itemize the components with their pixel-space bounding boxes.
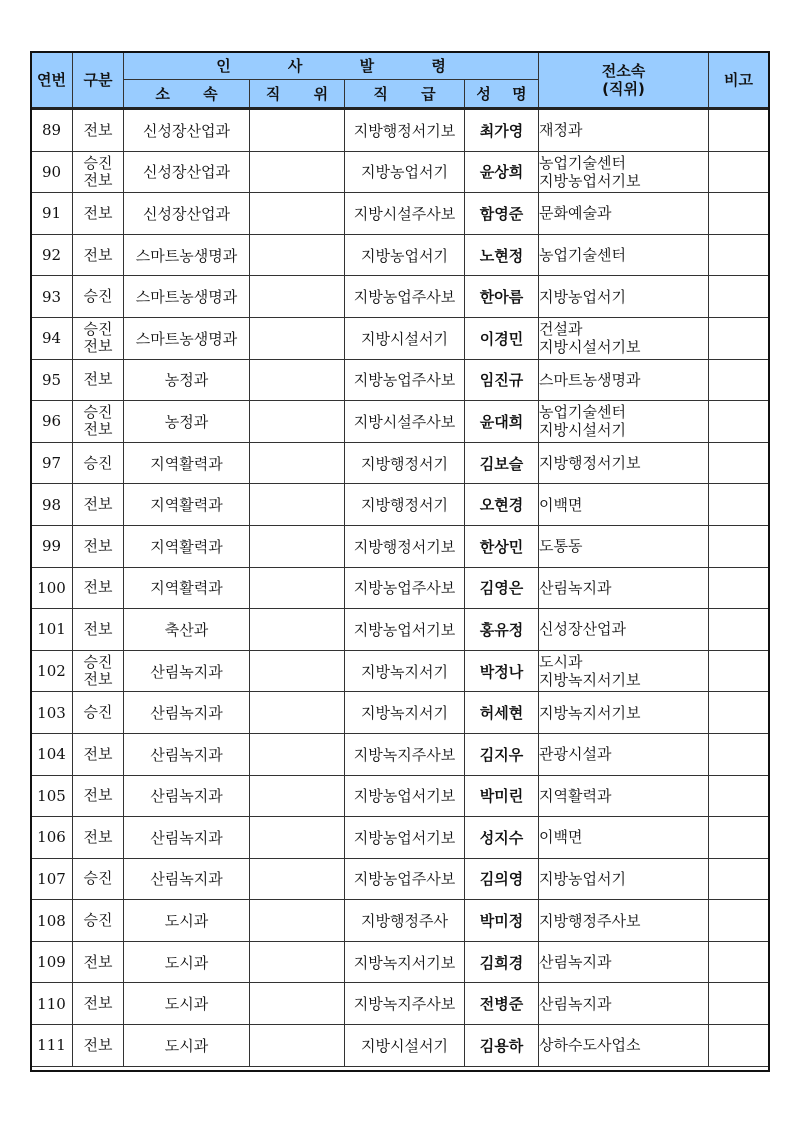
row-grade: 지방녹지서기 xyxy=(345,692,465,734)
row-position xyxy=(250,484,345,526)
row-prev-line: 지방시설서기보 xyxy=(539,338,641,357)
row-prev-line: 건설과 xyxy=(539,320,583,339)
row-position xyxy=(250,401,345,443)
table-row xyxy=(31,858,769,900)
row-prev-line: 지방농업서기 xyxy=(539,869,626,888)
row-note xyxy=(709,733,769,775)
row-note xyxy=(709,525,769,567)
row-position xyxy=(250,858,345,900)
row-dept: 신성장산업과 xyxy=(124,193,250,235)
row-grade: 지방농업주사보 xyxy=(345,359,465,401)
row-type xyxy=(73,484,124,526)
row-prev-line: 농업기술센터 xyxy=(539,153,626,172)
row-prev-dept xyxy=(539,442,709,484)
row-prev-dept xyxy=(539,733,709,775)
row-grade: 지방행정서기 xyxy=(345,442,465,484)
row-position xyxy=(250,567,345,609)
row-grade: 지방행정주사 xyxy=(345,900,465,942)
header-type: 구분 xyxy=(73,52,124,109)
header-name xyxy=(465,80,539,109)
row-prev-dept xyxy=(539,817,709,859)
row-type xyxy=(73,276,124,318)
row-note xyxy=(709,484,769,526)
row-prev-dept xyxy=(539,525,709,567)
row-number: 90 xyxy=(31,151,73,193)
row-type-line: 전보 xyxy=(83,827,113,846)
row-prev-dept xyxy=(539,650,709,692)
row-type-line: 전보 xyxy=(83,370,113,389)
row-type-line: 전보 xyxy=(83,619,113,638)
row-prev-dept xyxy=(539,692,709,734)
row-number: 106 xyxy=(31,817,73,859)
row-grade: 지방녹지서기 xyxy=(345,650,465,692)
row-dept: 지역활력과 xyxy=(124,442,250,484)
row-grade: 지방시설주사보 xyxy=(345,193,465,235)
row-number: 97 xyxy=(31,442,73,484)
row-prev-line: 문화예술과 xyxy=(539,204,612,223)
row-type-line: 전보 xyxy=(83,670,113,689)
row-type xyxy=(73,317,124,359)
row-prev-line: 산림녹지과 xyxy=(539,578,612,597)
row-type xyxy=(73,983,124,1025)
row-dept: 스마트농생명과 xyxy=(124,276,250,318)
row-name: 최가영 xyxy=(465,109,539,152)
row-prev-dept xyxy=(539,900,709,942)
row-position xyxy=(250,151,345,193)
row-note xyxy=(709,193,769,235)
row-number: 107 xyxy=(31,858,73,900)
row-prev-line: 지역활력과 xyxy=(539,786,612,805)
row-name: 한상민 xyxy=(465,525,539,567)
row-number: 91 xyxy=(31,193,73,235)
row-name: 김영은 xyxy=(465,567,539,609)
row-type-line: 승진 xyxy=(83,869,113,888)
header-grade-label: 직 급 xyxy=(373,85,450,103)
row-type-line: 승진 xyxy=(83,153,113,172)
row-type xyxy=(73,1025,124,1067)
row-prev-line: 이백면 xyxy=(539,828,583,847)
row-type-line: 전보 xyxy=(83,203,113,222)
row-prev-line: 지방녹지서기보 xyxy=(539,671,641,690)
row-prev-line: 관광시설과 xyxy=(539,745,612,764)
table-row xyxy=(31,276,769,318)
header-prev-dept xyxy=(539,52,709,109)
row-grade: 지방농업서기보 xyxy=(345,817,465,859)
row-name: 홍유정 xyxy=(465,609,539,651)
row-name: 김용하 xyxy=(465,1025,539,1067)
table-row xyxy=(31,151,769,193)
row-dept: 도시과 xyxy=(124,941,250,983)
row-name: 이경민 xyxy=(465,317,539,359)
table-row xyxy=(31,1025,769,1067)
row-number: 99 xyxy=(31,525,73,567)
row-type xyxy=(73,733,124,775)
header-position xyxy=(250,80,345,109)
table-row xyxy=(31,525,769,567)
row-number: 103 xyxy=(31,692,73,734)
row-note xyxy=(709,817,769,859)
row-type xyxy=(73,234,124,276)
row-type xyxy=(73,817,124,859)
row-type-line: 전보 xyxy=(83,420,113,439)
row-dept: 산림녹지과 xyxy=(124,650,250,692)
row-grade: 지방행정서기보 xyxy=(345,109,465,152)
row-number: 104 xyxy=(31,733,73,775)
table-row xyxy=(31,900,769,942)
row-prev-dept xyxy=(539,775,709,817)
row-note xyxy=(709,234,769,276)
row-position xyxy=(250,775,345,817)
row-name: 노현정 xyxy=(465,234,539,276)
row-grade: 지방시설주사보 xyxy=(345,401,465,443)
header-prev-line1: 전소속 xyxy=(601,61,646,80)
row-grade: 지방시설서기 xyxy=(345,317,465,359)
table-row xyxy=(31,567,769,609)
row-note xyxy=(709,650,769,692)
row-dept: 스마트농생명과 xyxy=(124,234,250,276)
row-position xyxy=(250,692,345,734)
row-note xyxy=(709,276,769,318)
row-position xyxy=(250,941,345,983)
row-number: 109 xyxy=(31,941,73,983)
row-dept: 농정과 xyxy=(124,359,250,401)
row-name: 오현경 xyxy=(465,484,539,526)
row-note xyxy=(709,858,769,900)
row-position xyxy=(250,900,345,942)
row-position xyxy=(250,193,345,235)
row-grade: 지방농업서기보 xyxy=(345,609,465,651)
header-appointment xyxy=(124,52,539,80)
row-prev-dept xyxy=(539,484,709,526)
row-dept: 지역활력과 xyxy=(124,525,250,567)
row-grade: 지방농업주사보 xyxy=(345,276,465,318)
row-note xyxy=(709,567,769,609)
row-type-line: 승진 xyxy=(83,453,113,472)
row-type xyxy=(73,442,124,484)
row-number: 110 xyxy=(31,983,73,1025)
row-name: 한아름 xyxy=(465,276,539,318)
row-position xyxy=(250,733,345,775)
row-grade: 지방시설서기 xyxy=(345,1025,465,1067)
row-position xyxy=(250,525,345,567)
header-note: 비고 xyxy=(709,52,769,109)
row-type xyxy=(73,858,124,900)
row-position xyxy=(250,442,345,484)
row-number: 100 xyxy=(31,567,73,609)
header-dept-label: 소 속 xyxy=(155,85,232,103)
row-number: 108 xyxy=(31,900,73,942)
row-number: 96 xyxy=(31,401,73,443)
row-number: 89 xyxy=(31,109,73,152)
row-dept: 산림녹지과 xyxy=(124,858,250,900)
row-grade: 지방녹지서기보 xyxy=(345,941,465,983)
table-row xyxy=(31,983,769,1025)
header-grade xyxy=(345,80,465,109)
row-prev-dept xyxy=(539,276,709,318)
row-type xyxy=(73,609,124,651)
table-row xyxy=(31,234,769,276)
row-grade: 지방녹지주사보 xyxy=(345,983,465,1025)
row-type xyxy=(73,359,124,401)
row-type-line: 승진 xyxy=(83,911,113,930)
row-dept: 산림녹지과 xyxy=(124,733,250,775)
row-name: 김보슬 xyxy=(465,442,539,484)
row-prev-dept xyxy=(539,151,709,193)
row-prev-line: 이백면 xyxy=(539,495,583,514)
header-appointment-label: 인 사 발 령 xyxy=(216,57,472,75)
row-type-line: 전보 xyxy=(83,744,113,763)
row-note xyxy=(709,151,769,193)
row-prev-line: 지방시설서기 xyxy=(539,421,626,440)
row-name: 함영준 xyxy=(465,193,539,235)
row-number: 111 xyxy=(31,1025,73,1067)
row-type-line: 전보 xyxy=(83,952,113,971)
row-number: 98 xyxy=(31,484,73,526)
row-prev-line: 재정과 xyxy=(539,121,583,140)
row-dept: 신성장산업과 xyxy=(124,151,250,193)
row-dept: 농정과 xyxy=(124,401,250,443)
row-grade: 지방행정서기 xyxy=(345,484,465,526)
row-name: 윤상희 xyxy=(465,151,539,193)
row-dept: 산림녹지과 xyxy=(124,817,250,859)
row-position xyxy=(250,983,345,1025)
row-position xyxy=(250,817,345,859)
row-type-line: 승진 xyxy=(83,653,113,672)
row-type-line: 전보 xyxy=(83,120,113,139)
table-row xyxy=(31,733,769,775)
table-row xyxy=(31,484,769,526)
row-dept: 도시과 xyxy=(124,1025,250,1067)
row-name: 김의영 xyxy=(465,858,539,900)
row-note xyxy=(709,359,769,401)
row-prev-dept xyxy=(539,609,709,651)
row-note xyxy=(709,109,769,152)
header-position-label: 직 위 xyxy=(265,85,343,103)
row-position xyxy=(250,317,345,359)
row-type-line: 승진 xyxy=(83,287,113,306)
row-prev-dept xyxy=(539,1025,709,1067)
row-dept: 스마트농생명과 xyxy=(124,317,250,359)
row-prev-line: 산림녹지과 xyxy=(539,953,612,972)
table-row xyxy=(31,692,769,734)
row-type-line: 승진 xyxy=(83,403,113,422)
row-type xyxy=(73,941,124,983)
row-prev-line: 스마트농생명과 xyxy=(539,370,641,389)
row-prev-dept xyxy=(539,401,709,443)
row-prev-line: 도시과 xyxy=(539,653,583,672)
row-name: 박미정 xyxy=(465,900,539,942)
row-prev-line: 도통동 xyxy=(539,537,583,556)
row-note xyxy=(709,983,769,1025)
table-row xyxy=(31,650,769,692)
row-note xyxy=(709,401,769,443)
row-type xyxy=(73,193,124,235)
row-prev-line: 지방행정주사보 xyxy=(539,911,641,930)
row-prev-dept xyxy=(539,858,709,900)
table-row xyxy=(31,401,769,443)
row-name: 임진규 xyxy=(465,359,539,401)
row-prev-dept xyxy=(539,359,709,401)
row-dept: 지역활력과 xyxy=(124,567,250,609)
row-position xyxy=(250,109,345,152)
row-type xyxy=(73,525,124,567)
row-prev-dept xyxy=(539,317,709,359)
row-dept: 도시과 xyxy=(124,983,250,1025)
row-type xyxy=(73,401,124,443)
header-prev-line2: (직위) xyxy=(602,79,645,98)
row-grade: 지방농업주사보 xyxy=(345,858,465,900)
row-type-line: 승진 xyxy=(83,703,113,722)
row-note xyxy=(709,1025,769,1067)
row-position xyxy=(250,359,345,401)
row-note xyxy=(709,317,769,359)
row-name: 박미린 xyxy=(465,775,539,817)
table-row xyxy=(31,317,769,359)
table-row xyxy=(31,359,769,401)
row-note xyxy=(709,941,769,983)
row-grade: 지방농업서기 xyxy=(345,234,465,276)
row-type-line: 전보 xyxy=(83,994,113,1013)
row-prev-line: 농업기술센터 xyxy=(539,246,626,265)
row-grade: 지방행정서기보 xyxy=(345,525,465,567)
header-seq: 연번 xyxy=(31,52,73,109)
row-type xyxy=(73,692,124,734)
header-name-label: 성 명 xyxy=(476,85,535,103)
table-row xyxy=(31,941,769,983)
personnel-appointment-table xyxy=(30,51,769,1067)
table-row xyxy=(31,442,769,484)
table-body xyxy=(31,109,769,1067)
row-type xyxy=(73,109,124,152)
row-dept: 신성장산업과 xyxy=(124,109,250,152)
row-prev-dept xyxy=(539,193,709,235)
row-grade: 지방농업서기 xyxy=(345,151,465,193)
row-note xyxy=(709,900,769,942)
row-number: 102 xyxy=(31,650,73,692)
row-type-line: 전보 xyxy=(83,495,113,514)
row-position xyxy=(250,276,345,318)
row-prev-line: 지방농업서기 xyxy=(539,287,626,306)
row-type xyxy=(73,775,124,817)
row-prev-line: 산림녹지과 xyxy=(539,994,612,1013)
header-dept xyxy=(124,80,250,109)
row-number: 95 xyxy=(31,359,73,401)
row-prev-dept xyxy=(539,567,709,609)
row-name: 김지우 xyxy=(465,733,539,775)
row-dept: 산림녹지과 xyxy=(124,775,250,817)
row-number: 94 xyxy=(31,317,73,359)
row-number: 92 xyxy=(31,234,73,276)
row-prev-line: 신성장산업과 xyxy=(539,620,626,639)
row-grade: 지방농업서기보 xyxy=(345,775,465,817)
row-name: 성지수 xyxy=(465,817,539,859)
row-name: 박정나 xyxy=(465,650,539,692)
row-grade: 지방농업주사보 xyxy=(345,567,465,609)
row-name: 허세현 xyxy=(465,692,539,734)
row-position xyxy=(250,650,345,692)
row-type xyxy=(73,650,124,692)
row-type-line: 전보 xyxy=(83,245,113,264)
row-dept: 도시과 xyxy=(124,900,250,942)
row-prev-line: 상하수도사업소 xyxy=(539,1036,641,1055)
row-type xyxy=(73,567,124,609)
row-dept: 지역활력과 xyxy=(124,484,250,526)
table-row xyxy=(31,193,769,235)
row-prev-dept xyxy=(539,234,709,276)
row-note xyxy=(709,609,769,651)
row-dept: 축산과 xyxy=(124,609,250,651)
row-dept: 산림녹지과 xyxy=(124,692,250,734)
table-header xyxy=(31,52,769,109)
row-grade: 지방녹지주사보 xyxy=(345,733,465,775)
row-name: 전병준 xyxy=(465,983,539,1025)
row-type xyxy=(73,900,124,942)
row-number: 93 xyxy=(31,276,73,318)
row-prev-line: 지방녹지서기보 xyxy=(539,703,641,722)
row-name: 윤대희 xyxy=(465,401,539,443)
row-prev-line: 지방농업서기보 xyxy=(539,171,641,190)
table-row xyxy=(31,817,769,859)
row-type xyxy=(73,151,124,193)
row-number: 101 xyxy=(31,609,73,651)
table-row xyxy=(31,109,769,152)
row-position xyxy=(250,1025,345,1067)
row-name: 김희경 xyxy=(465,941,539,983)
row-type-line: 전보 xyxy=(83,1035,113,1054)
table-row xyxy=(31,609,769,651)
row-note xyxy=(709,775,769,817)
row-note xyxy=(709,442,769,484)
row-position xyxy=(250,234,345,276)
row-type-line: 전보 xyxy=(83,337,113,356)
row-prev-line: 농업기술센터 xyxy=(539,403,626,422)
row-prev-dept xyxy=(539,983,709,1025)
row-type-line: 전보 xyxy=(83,578,113,597)
row-prev-line: 지방행정서기보 xyxy=(539,454,641,473)
row-note xyxy=(709,692,769,734)
row-type-line: 전보 xyxy=(83,536,113,555)
row-number: 105 xyxy=(31,775,73,817)
table-row xyxy=(31,775,769,817)
row-prev-dept xyxy=(539,109,709,152)
row-type-line: 전보 xyxy=(83,170,113,189)
row-position xyxy=(250,609,345,651)
row-type-line: 전보 xyxy=(83,786,113,805)
row-type-line: 승진 xyxy=(83,320,113,339)
row-prev-dept xyxy=(539,941,709,983)
